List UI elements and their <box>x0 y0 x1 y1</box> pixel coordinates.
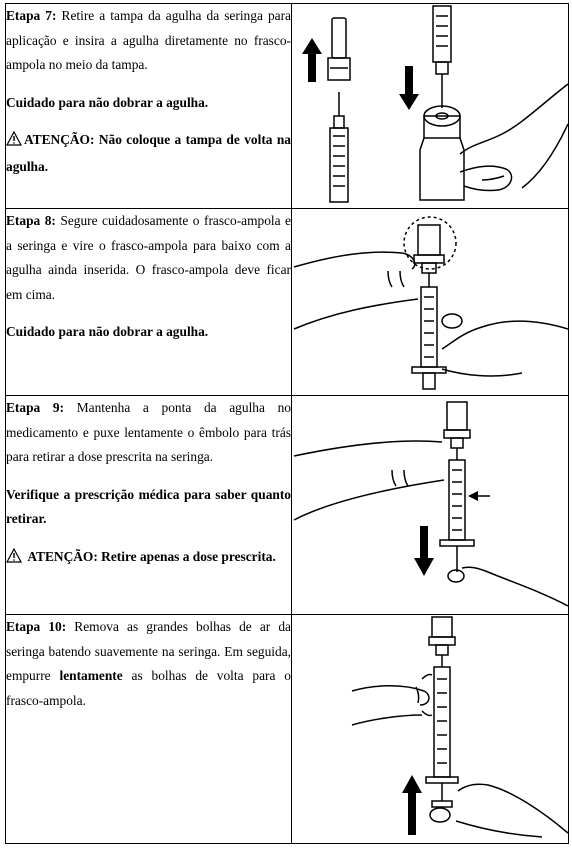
step-label: Etapa 8: <box>6 213 56 228</box>
step-caution: Cuidado para não dobrar a agulha. <box>6 94 209 110</box>
step-instruction <box>6 396 291 470</box>
warning-triangle-icon <box>6 547 22 572</box>
warning-triangle-icon <box>6 130 22 155</box>
arrow-down-icon <box>399 66 419 110</box>
step-body: Mantenha a ponta da agulha no medicamento e puxe lentamente o êmbolo para trás para retirar a dose prescrita na seringa. <box>6 400 291 464</box>
step-illustration-cell <box>292 396 569 615</box>
step-label: Etapa 7: <box>6 8 57 23</box>
step-7-illustration <box>292 4 568 208</box>
step-text-cell <box>6 4 292 209</box>
step-row-10 <box>6 615 569 844</box>
step-illustration-cell <box>292 4 569 209</box>
step-9-illustration <box>292 396 568 614</box>
step-warning: ATENÇÃO: Não coloque a tampa de volta na agulha. <box>6 132 291 174</box>
step-instruction <box>6 4 291 78</box>
step-row-8 <box>6 209 569 396</box>
step-instruction <box>6 209 291 307</box>
step-row-7 <box>6 4 569 209</box>
step-label: Etapa 10: <box>6 619 67 634</box>
instructions-table <box>5 3 569 844</box>
step-body: Retire a tampa da agulha da seringa para aplicação e insira a agulha diretamente no frasco-ampola no meio da tampa. <box>6 8 291 72</box>
arrow-down-icon <box>414 526 434 576</box>
step-label: Etapa 9: <box>6 400 65 415</box>
step-text-cell <box>6 396 292 615</box>
step-text-cell <box>6 209 292 396</box>
step-warning: ATENÇÃO: Retire apenas a dose prescrita. <box>6 545 291 572</box>
step-body: Segure cuidadosamente o frasco-ampola e a seringa e vire o frasco-ampola para baixo com a agulha ainda inserida. O frasco-ampola deve ficar em cima. <box>6 213 291 302</box>
step-10-illustration <box>292 615 568 843</box>
arrow-up-icon <box>402 775 422 835</box>
step-caution: Cuidado para não dobrar a agulha. <box>6 324 209 339</box>
step-illustration-cell <box>292 209 569 396</box>
arrow-up-icon <box>302 38 322 82</box>
step-caution: Verifique a prescrição médica para saber quanto retirar. <box>6 486 291 526</box>
step-row-9 <box>6 396 569 615</box>
step-8-illustration <box>292 209 568 395</box>
step-illustration-cell <box>292 615 569 844</box>
step-instruction: Etapa 10: Remova as grandes bolhas de ar da seringa batendo suavemente na seringa. Em seguida, empurre lentamente as bolhas de volta para o frasco-ampola. <box>6 619 291 708</box>
step-text-cell <box>6 615 292 844</box>
